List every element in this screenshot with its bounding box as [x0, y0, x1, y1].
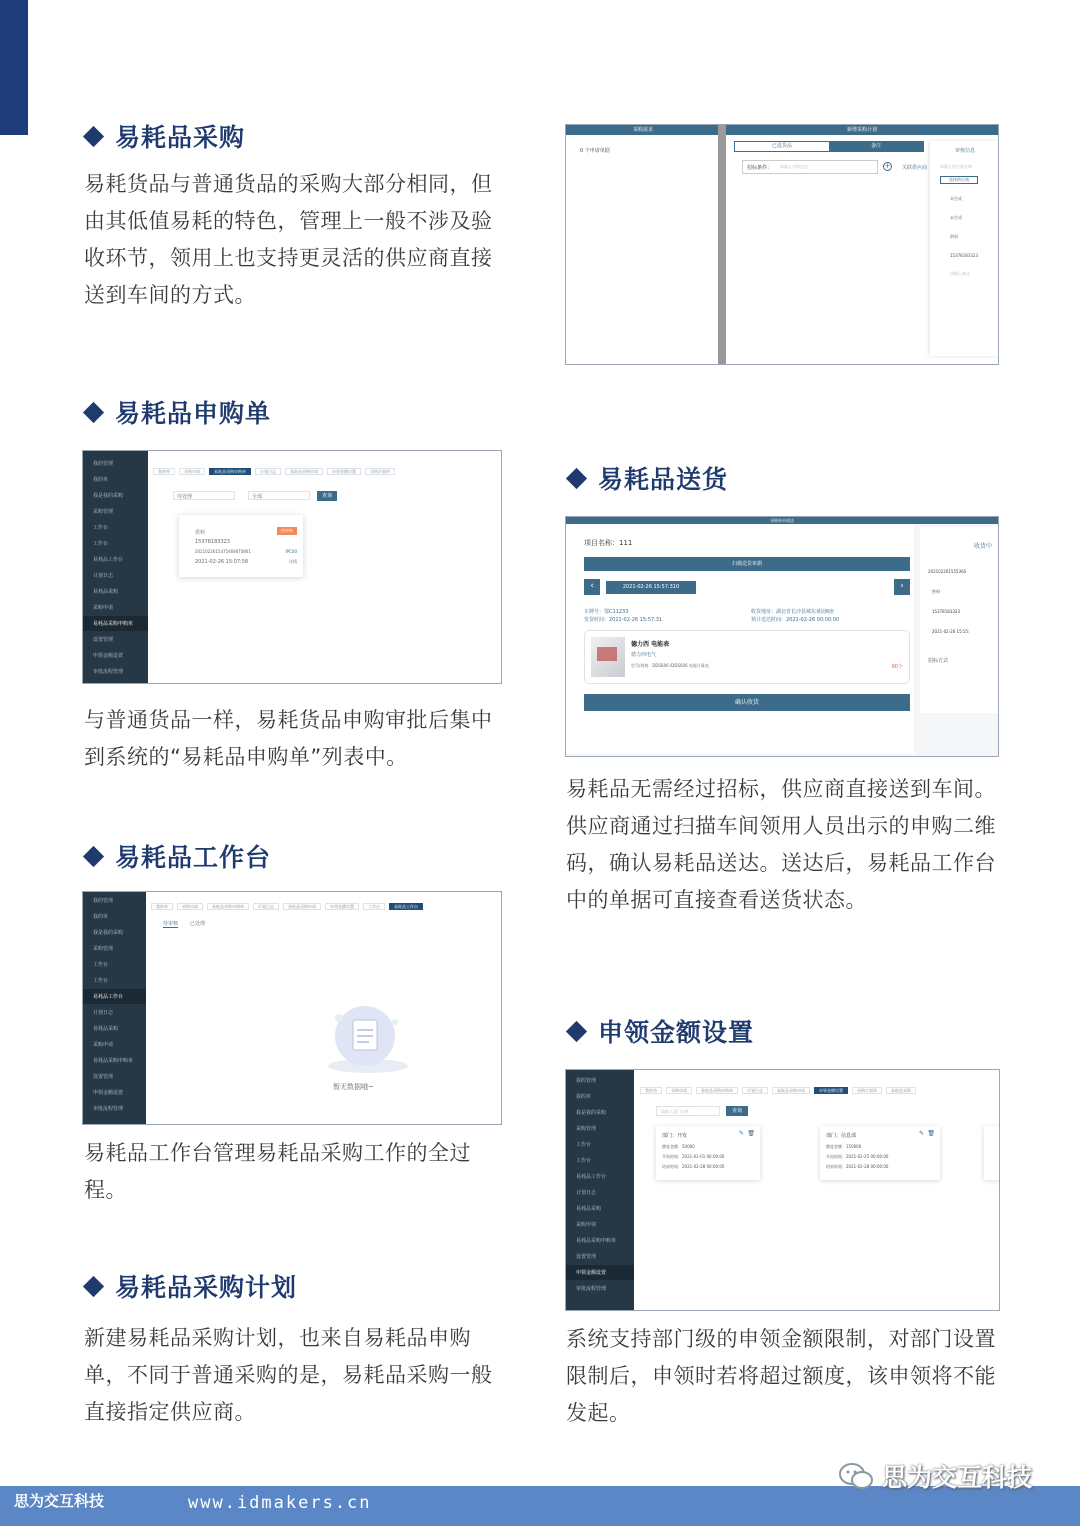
mini-sidebar-item: 工作台: [93, 962, 109, 968]
corner-accent-bar: [0, 0, 28, 135]
mini-tab: 申领金额设置: [327, 468, 361, 475]
mini-tab: 采购计划单: [365, 468, 395, 475]
mini-request-count: 0 个申请单据: [580, 148, 610, 154]
mini-sidebar-item: 我的单: [93, 914, 109, 920]
mini-edit-icon: ✎: [738, 1130, 744, 1137]
mini-product-image: [591, 637, 625, 677]
mini-sidebar-item: 我的管理: [576, 1078, 597, 1084]
mini-amount-card-partial: [984, 1126, 1000, 1180]
empty-state-text: 暂无数据哦~: [333, 1083, 374, 1091]
mini-tab: 我的单: [151, 903, 173, 910]
mini-sidebar-item: 采购管理: [576, 1126, 597, 1132]
mini-tab-bar: [151, 902, 423, 911]
mini-delivery-main: 项目名称：111 扫描送货单据 ‹ 2021-02-26 15:57:310 › 车牌号：鄂C11233 发货时间：2021-02-26 15:57:31 收货地址：湖北省长沙县城东黄园6座 预计送达时间：2021-02-26 00:00:00 德力西 电能表 德力西电气 型号/规格：DDS606 /DDS606 电能计量表 90个 确认收货: [566, 524, 914, 754]
mini-tab: 易耗品采购申请: [772, 1087, 810, 1094]
mini-next-arrow-icon: ›: [894, 579, 910, 595]
screenshot-request-list: [82, 450, 502, 684]
section-title-purchase: 易耗品采购: [82, 118, 245, 154]
empty-state-illustration-icon: [323, 998, 413, 1078]
mini-amount-card: 部门：开发 额度金额：50000 开始时间：2021-02-01 00:00:00 结束时间：2021-02-28 00:00:00 ✎ 🗑: [656, 1126, 760, 1180]
screenshot-workbench: [82, 891, 502, 1125]
mini-tab-switch: 已选货品 备注: [734, 141, 924, 152]
section-desc-delivery: 易耗品无需经过招标，供应商直接送到车间。供应商通过扫描车间领用人员出示的申购二维码，确认易耗品送达。送达后，易耗品工作台中的单据可直接查看送货状态。: [566, 777, 996, 912]
mini-add-icon: +: [884, 162, 891, 170]
mini-sidebar-item: 审批流程管理: [93, 1106, 124, 1112]
mini-tab-bar: [153, 467, 395, 476]
diamond-bullet-icon: [566, 1020, 587, 1041]
mini-tab: 采购申请: [177, 903, 203, 910]
mini-tab: 易耗品采购申请: [283, 903, 321, 910]
mini-sidebar-item: 易耗品采购: [93, 589, 119, 595]
mini-sidebar: [83, 451, 148, 683]
mini-sidebar-item: 设置管理: [93, 637, 114, 643]
mini-tab: 易耗品采购申购单: [207, 903, 249, 910]
mini-sidebar-item: 采购申请: [576, 1222, 597, 1228]
mini-sidebar-item-active: 申领金额设置: [566, 1265, 634, 1280]
mini-tab-active: 易耗品工作台: [389, 903, 423, 910]
mini-tab-active: 易耗品采购申购单: [209, 468, 251, 475]
mini-datetime-chip: 2021-02-26 15:57:310: [606, 581, 696, 594]
mini-tab: 计划日志: [255, 468, 281, 475]
mini-sidebar-item: 设置管理: [93, 1074, 114, 1080]
mini-tab: 采购计划单: [852, 1087, 882, 1094]
mini-filter-select: 全部: [248, 491, 310, 500]
section-title-plan: 易耗品采购计划: [82, 1268, 297, 1304]
section-desc-workbench: 易耗品工作台管理易耗品采购工作的全过程。: [84, 1141, 471, 1202]
screenshot-amount-setting: [565, 1069, 1000, 1311]
mini-sidebar-item: 计划日志: [576, 1190, 597, 1196]
mini-sidebar-item: 我的管理: [93, 461, 114, 467]
section-desc-amount: 系统支持部门级的申领金额限制，对部门设置限制后，申领时若将超过额度，该申领将不能发起。: [566, 1327, 996, 1425]
mini-sidebar-item: 易耗品采购: [93, 1026, 119, 1032]
diamond-bullet-icon: [83, 401, 104, 422]
wechat-watermark: 思为交互科技: [838, 1458, 1032, 1494]
mini-panel-header: 采购需求: [566, 125, 720, 135]
mini-sidebar-item: 审批流程管理: [576, 1286, 607, 1292]
section-title-delivery: 易耗品送货: [565, 460, 728, 496]
section-desc-purchase: 易耗货品与普通货品的采购大部分相同，但由其低值易耗的特色，管理上一般不涉及验收环节，领用上也支持更灵活的供应商直接送到车间的方式。: [84, 172, 493, 307]
mini-sidebar-item: 采购申请: [93, 1042, 114, 1048]
mini-delivery-side: 收货中 20210226155536S 供料 15378183323 2021-02-26 15:55: 招标方式: [920, 527, 999, 713]
mini-sidebar-item: 易耗品采购: [576, 1206, 602, 1212]
mini-sidebar-item: 申领金额设置: [93, 1090, 124, 1096]
mini-tab: 计划日志: [742, 1087, 768, 1094]
section-title-request-list: 易耗品申购单: [82, 394, 271, 430]
screenshot-purchase-plan: [565, 124, 999, 365]
mini-tab-active: 申领金额设置: [814, 1087, 848, 1094]
mini-search-button: 查询: [317, 491, 337, 501]
mini-confirm-button: 确认收货: [584, 694, 910, 711]
mini-product-card: 德力西 电能表 德力西电气 型号/规格：DDS606 /DDS606 电能计量表 90个: [584, 630, 910, 684]
screenshot-delivery: [565, 516, 999, 757]
mini-tab: 工作台: [363, 903, 385, 910]
mini-sidebar-item-active: 易耗品采购申购单: [83, 616, 148, 631]
diamond-bullet-icon: [566, 467, 587, 488]
mini-app-header: 采购单申请送: [566, 517, 998, 524]
mini-sidebar-item-active: 易耗品工作台: [83, 989, 146, 1004]
footer-url[interactable]: www.idmakers.cn: [188, 1493, 372, 1513]
section-desc-request-list: 与普通货品一样，易耗货品申购审批后集中到系统的“易耗品申购单”列表中。: [84, 708, 493, 769]
footer-logo: 思为交互科技: [14, 1492, 105, 1510]
mini-sidebar: [83, 892, 146, 1124]
mini-sidebar-item: 易耗品工作台: [93, 557, 124, 563]
mini-sidebar-item: 我的管理: [93, 898, 114, 904]
mini-tab: 我的单: [153, 468, 175, 475]
mini-filter-select: 待处理: [173, 491, 235, 500]
mini-request-card: 供料 待审核 15378183323 20210226154754690T0801 IPC00 2021-02-26 15:07:58 详情: [179, 515, 303, 577]
mini-splitter: [718, 125, 726, 364]
mini-sidebar-item: 易耗品工作台: [576, 1174, 607, 1180]
mini-link-supplier: 关联供应商: [902, 165, 928, 171]
mini-sidebar-item: 工作台: [93, 978, 109, 984]
mini-sidebar-item: 工作台: [576, 1158, 592, 1164]
mini-sidebar-item: 计划日志: [93, 1010, 114, 1016]
mini-search-input: 请输入部门名称: [656, 1106, 720, 1116]
mini-tab: 易耗品采购: [886, 1087, 916, 1094]
mini-search-row: 招标条件： 请输入采购信息: [742, 160, 878, 174]
section-title-workbench: 易耗品工作台: [82, 838, 271, 874]
mini-sidebar-item: 申领金额设置: [93, 653, 124, 659]
mini-sidebar-item: 工作台: [93, 541, 109, 547]
mini-scan-button: 扫描送货单据: [584, 557, 910, 571]
mini-tab: 计划日志: [253, 903, 279, 910]
mini-tab: 我的单: [640, 1087, 662, 1094]
mini-sidebar-item: 采购管理: [93, 946, 114, 952]
wechat-icon: [838, 1461, 874, 1491]
diamond-bullet-icon: [83, 845, 104, 866]
mini-sidebar-item: 计划日志: [93, 573, 114, 579]
mini-tab-bar: [640, 1086, 916, 1095]
mini-sidebar-item: 我的单: [576, 1094, 592, 1100]
mini-sidebar-item: 审批流程管理: [93, 669, 124, 675]
mini-tab: 易耗品采购申请: [285, 468, 323, 475]
section-title-amount: 申领金额设置: [565, 1013, 754, 1049]
mini-sidebar-item: 我是我的采购: [93, 930, 124, 936]
mini-tab: 易耗品采购申购单: [696, 1087, 738, 1094]
mini-delete-icon: 🗑: [747, 1130, 755, 1137]
mini-panel-header: 新增采购计划: [726, 125, 998, 135]
mini-sidebar-item: 采购管理: [93, 509, 114, 515]
mini-sidebar-item: 设置管理: [576, 1254, 597, 1260]
mini-sidebar-item: 易耗品采购申购单: [93, 1058, 134, 1064]
mini-tab: 采购申请: [666, 1087, 692, 1094]
mini-tab: 申领金额设置: [325, 903, 359, 910]
mini-sidebar-item: 易耗品采购申购单: [576, 1238, 617, 1244]
mini-sidebar-item: 我的单: [93, 477, 109, 483]
mini-tab: 采购申请: [179, 468, 205, 475]
mini-sidebar-item: 工作台: [93, 525, 109, 531]
mini-status-badge: 待审核: [277, 527, 297, 535]
mini-prev-arrow-icon: ‹: [584, 579, 600, 595]
mini-edit-icon: ✎: [918, 1130, 924, 1137]
mini-sidebar: [566, 1070, 634, 1310]
mini-sidebar-item: 我是我的采购: [93, 493, 124, 499]
mini-delete-icon: 🗑: [927, 1130, 935, 1137]
mini-search-button: 查询: [726, 1106, 748, 1116]
diamond-bullet-icon: [83, 1275, 104, 1296]
diamond-bullet-icon: [83, 125, 104, 146]
mini-amount-card: 部门：信息部 额度金额：150000 开始时间：2021-02-25 00:00:00 结束时间：2021-02-28 00:00:00 ✎ 🗑: [820, 1126, 940, 1180]
section-desc-plan: 新建易耗品采购计划，也来自易耗品申购单，不同于普通采购的是，易耗品采购一般直接指定供应商。: [84, 1326, 493, 1424]
mini-side-panel: 审核信息 请输入供应商名称 选择供应商 未生成 未生成 供料 15378183323 请输入备注: [930, 141, 999, 356]
mini-sidebar-item: 采购申请: [93, 605, 114, 611]
mini-sidebar-item: 我是我的采购: [576, 1110, 607, 1116]
mini-sidebar-item: 工作台: [576, 1142, 592, 1148]
mini-subtabs: 待审核 已处理: [163, 921, 206, 927]
